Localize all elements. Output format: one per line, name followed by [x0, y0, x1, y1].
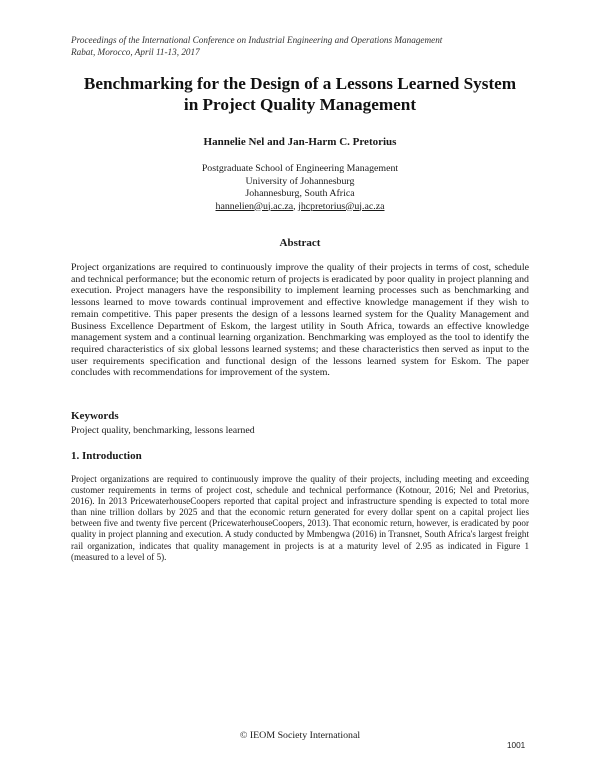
email-link-2[interactable]: jhcpretorius@uj.ac.za	[298, 200, 385, 212]
affiliation-location: Johannesburg, South Africa	[245, 188, 355, 199]
introduction-body: Project organizations are required to continuously improve the quality of their projects, including meeting and exceeding customer requirements in terms of project cost, schedule and technical performance (Kotnour, 2016; Nel and Pretorius, 2016). In 2013 PricewaterhouseCoopers reported that capital project and infrastructure spending is expected to total more than nine trillion dollars by 2025 and that the economic return generated for every dollar spent on a capital project lies between five and twenty five percent (PricewaterhouseCoopers, 2013). That economic return, however, is eradicated by poor quality in project planning and execution. A study conducted by Mmbengwa (2016) in Transnet, South Africa's largest freight rail organization, indicates that quality management in projects is at a maturity level of 2.95 as indicated in Figure 1 (measured to a level of 5).	[71, 474, 529, 562]
keywords-text: Project quality, benchmarking, lessons learned	[71, 425, 255, 436]
affiliation-university: University of Johannesburg	[245, 175, 355, 187]
title-line-2: in Project Quality Management	[183, 95, 417, 114]
authors: Hannelie Nel and Jan-Harm C. Pretorius	[203, 136, 397, 148]
email-link-1[interactable]: hannelien@uj.ac.za	[215, 200, 294, 212]
header-location-date: Rabat, Morocco, April 11-13, 2017	[71, 46, 200, 57]
header-conference: Proceedings of the International Conference on Industrial Engineering and Operations Management	[71, 35, 443, 45]
keywords-heading: Keywords	[71, 410, 119, 422]
abstract-heading: Abstract	[279, 237, 321, 249]
abstract-body: Project organizations are required to continuously improve the quality of their projects in terms of cost, schedule and technical performance; but the economic return of projects is eradicated by poor quality in project planning and execution. Project managers have the responsibility to implement learning processes such as benchmarking and lessons learned to move towards continual improvement and effective knowledge management if they wish to remain competitive. This paper presents the design of a lessons learned system for the Quality Management and Business Excellence Department of Eskom, the largest utility in South Africa, towards an effective knowledge management system and a continual learning organization. Benchmarking was employed as the tool to identify the required characteristics of six global lessons learned systems; and these characteristics then served as input to the user requirements specification and functional design of the lessons learned system for Eskom. The paper concludes with recommendations for improvement of the system.	[71, 262, 529, 379]
title-line-1: Benchmarking for the Design of a Lessons Learned System	[83, 74, 517, 93]
affiliation	[180, 163, 420, 213]
affiliation-emails	[180, 201, 420, 214]
page-number: 1001	[507, 741, 526, 750]
copyright-footer: © IEOM Society International	[239, 730, 361, 741]
email-separator: ,	[293, 200, 299, 212]
paper-title	[60, 73, 540, 115]
running-header	[71, 35, 442, 58]
introduction-heading: 1. Introduction	[71, 450, 142, 462]
affiliation-school: Postgraduate School of Engineering Management	[201, 163, 399, 174]
